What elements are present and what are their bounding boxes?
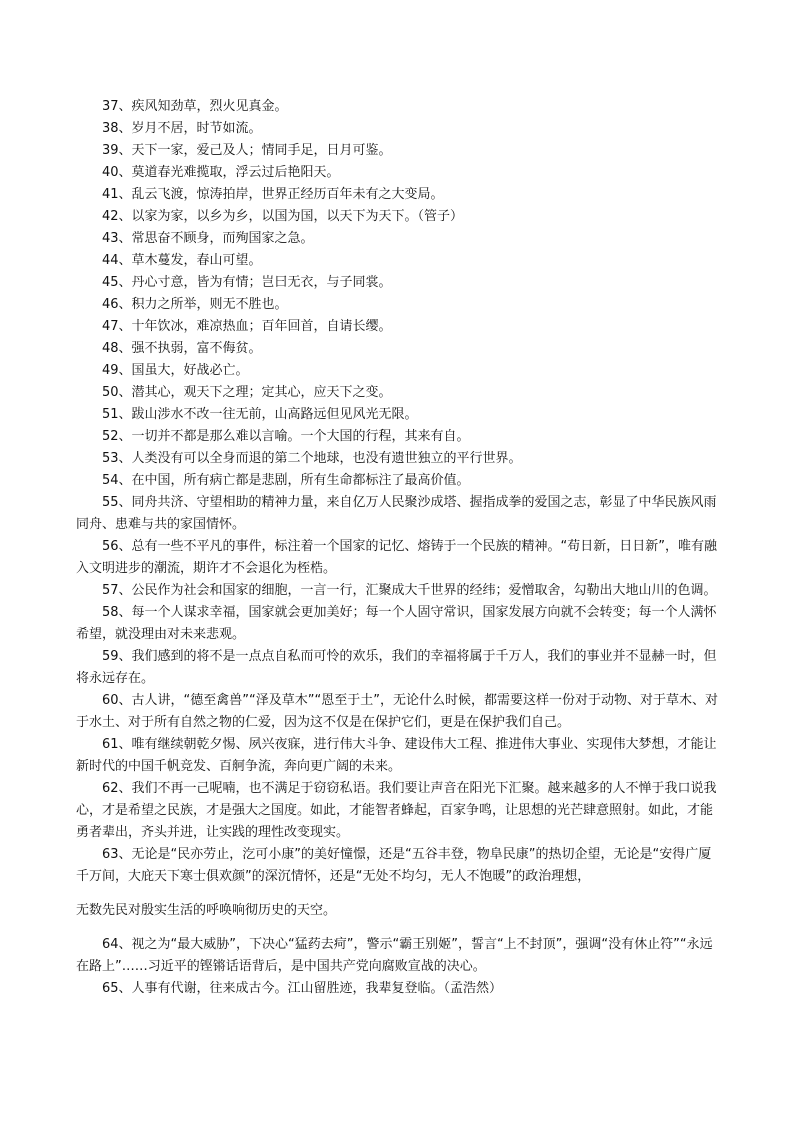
- list-item: 37、疾风知劲草，烈火见真金。: [102, 99, 288, 114]
- list-item: 42、以家为家，以乡为乡，以国为国，以天下为天下。（管子）: [102, 209, 464, 224]
- list-item: 44、草木蔓发，春山可望。: [102, 253, 262, 268]
- list-item: 62、我们不再一己呢喃，也不满足于窃窃私语。我们要让声音在阳光下汇聚。越来越多的人不惮于我口说我心，才是希望之民族，才是强大之国度。如此，才能智者蜂起，百家争鸣，让思想的光芒肆意照射。如此，才能勇者辈出，齐头并进，让实践的理性改变现实。: [76, 781, 717, 840]
- list-item: 39、天下一家，爱己及人；情同手足，日月可鉴。: [102, 143, 392, 158]
- list-item: 47、十年饮冰，难凉热血；百年回首，自请长缨。: [102, 319, 392, 334]
- list-item: 56、总有一些不平凡的事件，标注着一个国家的记忆、熔铸于一个民族的精神。“苟日新，日日新”，唯有融入文明进步的潮流，期许才不会退化为桎梏。: [76, 539, 718, 576]
- list-item: 40、莫道春光难揽取，浮云过后艳阳天。: [102, 165, 340, 180]
- list-item: 50、潜其心，观天下之理；定其心，应天下之变。: [102, 385, 392, 400]
- list-item: 60、古人讲，“德至禽兽”“泽及草木”“恩至于土”，无论什么时候，都需要这样一份对于动物、对于草木、对于水土、对于所有自然之物的仁爱，因为这不仅是在保护它们，更是在保护我们自己。: [76, 693, 718, 730]
- list-item: 51、跋山涉水不改一往无前，山高路远但见风光无限。: [102, 407, 418, 422]
- list-item: 49、国虽大，好战必亡。: [102, 363, 249, 378]
- list-item: 46、积力之所举，则无不胜也。: [102, 297, 288, 312]
- list-item-continuation: 无数先民对殷实生活的呼唤响彻历史的天空。: [76, 903, 337, 918]
- list-item: 61、唯有继续朝乾夕惕、夙兴夜寐，进行伟大斗争、建设伟大工程、推进伟大事业、实现伟大梦想，才能让新时代的中国千帆竞发、百舸争流，奔向更广阔的未来。: [76, 737, 717, 774]
- list-item: 58、每一个人谋求幸福，国家就会更加美好；每一个人固守常识，国家发展方向就不会转变；每一个人满怀希望，就没理由对未来悲观。: [76, 605, 717, 642]
- list-item: 53、人类没有可以全身而退的第二个地球，也没有遗世独立的平行世界。: [102, 451, 522, 466]
- quote-list: [76, 96, 722, 1000]
- list-item: 52、一切并不都是那么难以言喻。一个大国的行程，其来有自。: [102, 429, 470, 444]
- list-item: 48、强不执弱，富不侮贫。: [102, 341, 262, 356]
- list-item: 38、岁月不居，时节如流。: [102, 121, 262, 136]
- list-item: 64、视之为“最大威胁”，下决心“猛药去疴”，警示“霸王别姬”，誓言“上不封顶”，强调“没有休止符”“永远在路上”……习近平的铿锵话语背后，是中国共产党向腐败宣战的决心。: [76, 937, 713, 974]
- list-item: 57、公民作为社会和国家的细胞，一言一行，汇聚成大千世界的经纬；爱憎取舍，勾勒出大地山川的色调。: [102, 583, 717, 598]
- list-item: 63、无论是“民亦劳止，汔可小康”的美好憧憬，还是“五谷丰登，物阜民康”的热切企望，无论是“安得广厦千万间，大庇天下寒士俱欢颜”的深沉情怀，还是“无处不均匀，无人不饱暖”的政治理想，: [76, 847, 712, 884]
- list-item: 45、丹心寸意，皆为有情；岂曰无衣，与子同裳。: [102, 275, 392, 290]
- list-item: 41、乱云飞渡，惊涛拍岸，世界正经历百年未有之大变局。: [102, 187, 444, 202]
- list-item: 43、常思奋不顾身，而殉国家之急。: [102, 231, 314, 246]
- list-item: 55、同舟共济、守望相助的精神力量，来自亿万人民聚沙成塔、握指成拳的爱国之志，彰显了中华民族风雨同舟、患难与共的家国情怀。: [76, 495, 717, 532]
- list-item: 65、人事有代谢，往来成古今。江山留胜迹，我辈复登临。（孟浩然）: [102, 981, 503, 996]
- list-item: 54、在中国，所有病亡都是悲剧，所有生命都标注了最高价值。: [102, 473, 470, 488]
- list-item: 59、我们感到的将不是一点点自私而可怜的欢乐，我们的幸福将属于千万人，我们的事业并不显赫一时，但将永远存在。: [76, 649, 717, 686]
